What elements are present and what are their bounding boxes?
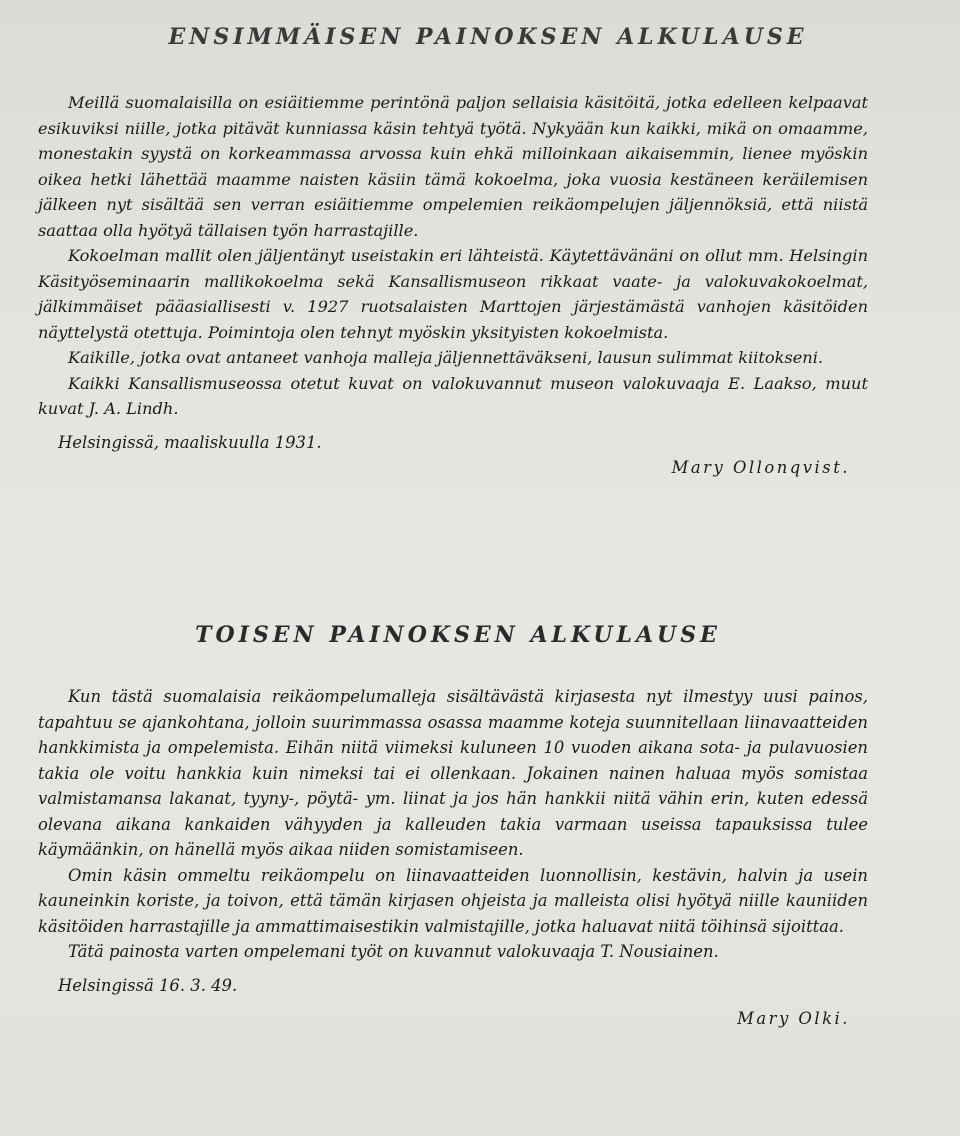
second-preface-body (38, 684, 868, 965)
second-preface-signature: Mary Olki. (737, 1008, 850, 1028)
first-preface-heading: ENSIMMÄISEN PAINOKSEN ALKULAUSE (168, 24, 808, 50)
first-preface-paragraph: Meillä suomalaisilla on esiäitiemme perintönä paljon sellaisia käsitöitä, jotka edelleen kelpaavat esikuviksi niille, jotka pitävät kunniassa käsin tehtyä työtä. Nykyään kun kaikki, mikä on omaamme, monestakin syystä on korkeammassa arvossa kuin ehkä milloinkaan aikaisemmin, lienee myöskin oikea hetki lähettää maamme naisten käsiin tämä kokoelma, joka vuosia kestäneen keräilemisen jälkeen nyt sisältää sen verran esiäitiemme ompelemien reikäompelujen jäljennöksiä, että niistä saattaa olla hyötyä tällaisen työn harrastajille. (38, 93, 868, 240)
second-preface-paragraph: Omin käsin ommeltu reikäompelu on liinavaatteiden luonnollisin, kestävin, halvin ja usein kauneinkin koriste, ja toivon, että tämän kirjasen ohjeista ja malleista olisi hyötyä niille kauniiden käsitöiden harrastajille ja ammattimaisestikin valmistajille, jotka haluavat niitä töihinsä sijoittaa. (38, 865, 868, 936)
second-preface-heading: TOISEN PAINOKSEN ALKULAUSE (195, 622, 721, 648)
first-edition-preface (38, 24, 868, 477)
second-preface-place-date: Helsingissä 16. 3. 49. (58, 975, 238, 995)
first-preface-place-date: Helsingissä, maaliskuulla 1931. (58, 432, 322, 452)
second-preface-paragraph: Kun tästä suomalaisia reikäompelumalleja sisältävästä kirjasesta nyt ilmestyy uusi painos, tapahtuu se ajankohtana, jolloin suurimmassa osassa maamme koteja suunnitellaan liinavaatteiden hankkimista ja ompelemista. Eihän niitä viimeksi kuluneen 10 vuoden aikana sota- ja pulavuosien takia ole voitu hankkia kuin nimeksi tai ei ollenkaan. Jokainen nainen haluaa myös somistaa valmistamansa lakanat, tyyny-, pöytä- ym. liinat ja jos hän hankkii niitä vähin erin, kuten edessä olevana aikana kankaiden vähyyden ja kalleuden takia varmaan useissa tapauksissa tulee käymäänkin, on hänellä myös aikaa niiden somistamiseen. (38, 687, 868, 859)
first-preface-paragraph: Kaikki Kansallismuseossa otetut kuvat on valokuvannut museon valokuvaaja E. Laakso, muut kuvat J. A. Lindh. (38, 373, 868, 418)
second-edition-preface (38, 622, 868, 1028)
second-preface-paragraph: Tätä painosta varten ompelemani työt on kuvannut valokuvaaja T. Nousiainen. (68, 942, 719, 961)
first-preface-signature: Mary Ollonqvist. (671, 457, 850, 477)
first-preface-paragraph: Kaikille, jotka ovat antaneet vanhoja malleja jäljennettäväkseni, lausun sulimmat kiitokseni. (68, 348, 824, 367)
first-preface-body (38, 90, 868, 422)
first-preface-paragraph: Kokoelman mallit olen jäljentänyt useistakin eri lähteistä. Käytettävänäni on ollut mm. Helsingin Käsityöseminaarin mallikokoelma sekä Kansallismuseon rikkaat vaate- ja valokuvakokoelmat, jälkimmäiset pääasiallisesti v. 1927 ruotsalaisten Marttojen järjestämästä vanhojen käsitöiden näyttelystä otettuja. Poimintoja olen tehnyt myöskin yksityisten kokoelmista. (38, 246, 868, 342)
